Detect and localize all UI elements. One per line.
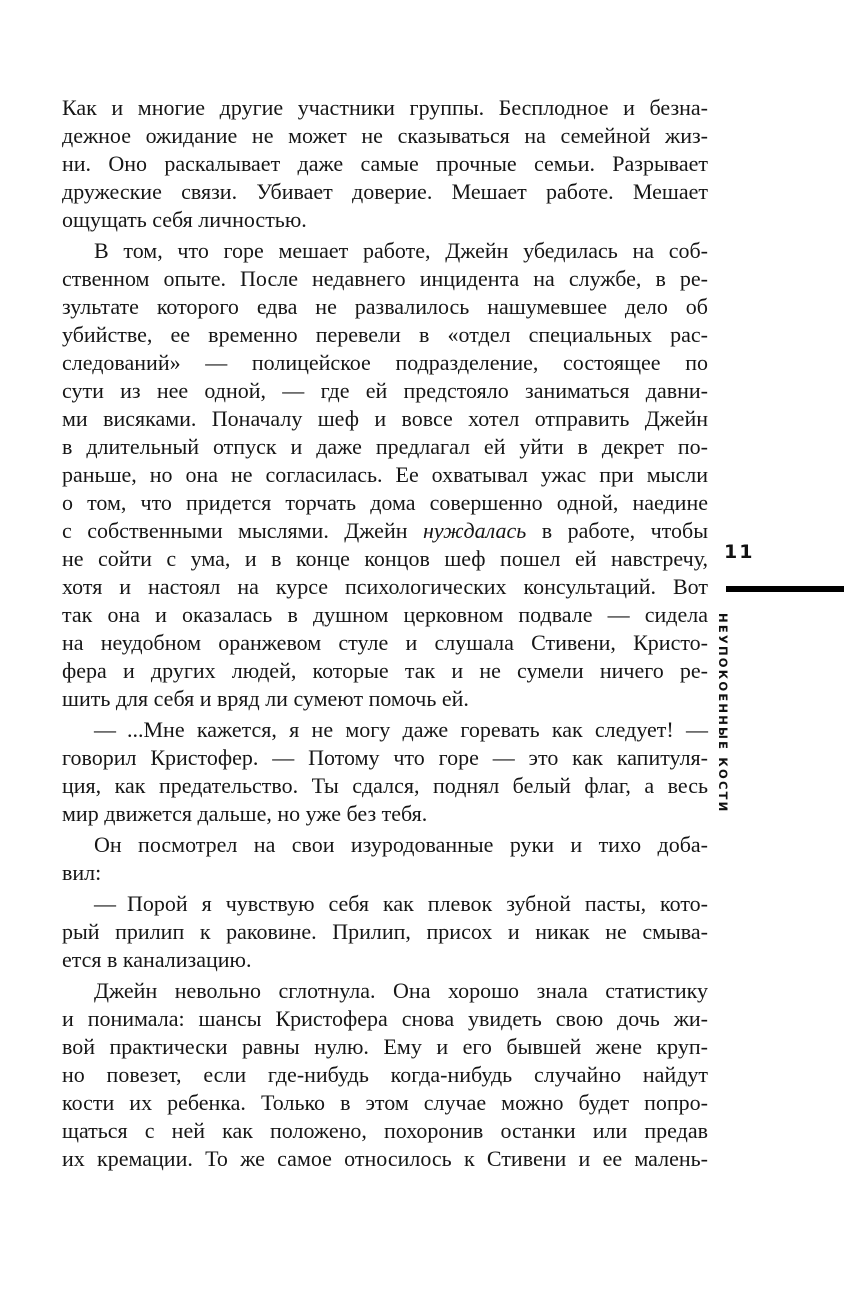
- text-line: не сойти с ума, и в конце концов шеф пошел ей навстречу,: [62, 546, 708, 571]
- text-line: на неудобном оранжевом стуле и слушала Стивени, Кристо-: [62, 630, 708, 655]
- text-line: щаться с ней как положено, похоронив останки или предав: [62, 1118, 708, 1143]
- text-line: фера и других людей, которые так и не сумели ничего ре-: [62, 658, 708, 683]
- book-title-vertical: НЕУПОКОЕННЫЕ КОСТИ: [716, 613, 730, 814]
- paragraph: [62, 237, 708, 713]
- paragraph: [62, 831, 708, 887]
- text-line: — ...Мне кажется, я не могу даже горевать как следует! —: [94, 717, 708, 742]
- text-line: ни. Оно раскалывает даже самые прочные семьи. Разрывает: [62, 151, 708, 176]
- text-line: их кремации. То же самое относилось к Стивени и ее малень-: [62, 1146, 708, 1171]
- text-line: вой практически равны нулю. Ему и его бывшей жене круп-: [62, 1034, 708, 1059]
- text-line: В том, что горе мешает работе, Джейн убедилась на соб-: [94, 238, 708, 263]
- paragraph: [62, 977, 708, 1173]
- text-line: мир движется дальше, но уже без тебя.: [62, 801, 428, 826]
- paragraph: [62, 94, 708, 234]
- text-line: в длительный отпуск и даже предлагал ей уйти в декрет по-: [62, 434, 708, 459]
- text-line: сути из нее одной, — где ей предстояло заниматься давни-: [62, 378, 708, 403]
- text-line: о том, что придется торчать дома совершенно одной, наедине: [62, 490, 708, 515]
- text-line: хотя и настоял на курсе психологических консультаций. Вот: [62, 574, 708, 599]
- text-line: ция, как предательство. Ты сдался, поднял белый флаг, а весь: [62, 773, 708, 798]
- text-line: ми висяками. Поначалу шеф и вовсе хотел отправить Джейн: [62, 406, 708, 431]
- text-line: Джейн невольно сглотнула. Она хорошо знала статистику: [94, 978, 708, 1003]
- text-line: кости их ребенка. Только в этом случае можно будет попро-: [62, 1090, 708, 1115]
- text-line: раньше, но она не согласилась. Ее охватывал ужас при мысли: [62, 462, 708, 487]
- text-line: говорил Кристофер. — Потому что горе — это как капитуля-: [62, 745, 708, 770]
- text-line: зультате которого едва не развалилось нашумевшее дело об: [62, 294, 708, 319]
- text-line: так она и оказалась в душном церковном подвале — сидела: [62, 602, 708, 627]
- body-text: [62, 94, 708, 1173]
- text-line: убийстве, ее временно перевели в «отдел специальных рас-: [62, 322, 708, 347]
- text-line: Он посмотрел на свои изуродованные руки и тихо доба-: [94, 832, 708, 857]
- paragraph: [62, 716, 708, 828]
- text-line: и понимала: шансы Кристофера снова увидеть свою дочь жи-: [62, 1006, 708, 1031]
- paragraph: [62, 890, 708, 974]
- text-line: дежное ожидание не может не сказываться на семейной жиз-: [62, 123, 708, 148]
- text-line: ощущать себя личностью.: [62, 207, 307, 232]
- text-line: ется в канализацию.: [62, 947, 252, 972]
- text-line: рый прилип к раковине. Прилип, присох и никак не смыва-: [62, 919, 708, 944]
- text-line: шить для себя и вряд ли сумеют помочь ей.: [62, 686, 469, 711]
- accent-bar: [726, 586, 844, 592]
- page-number: 11: [724, 541, 755, 563]
- text-line: — Порой я чувствую себя как плевок зубной пасты, кото-: [94, 891, 708, 916]
- text-line: с собственными мыслями. Джейн нуждалась в работе, чтобы: [62, 518, 708, 543]
- text-line: но повезет, если где-нибудь когда-нибудь случайно найдут: [62, 1062, 708, 1087]
- text-line: следований» — полицейское подразделение, состоящее по: [62, 350, 708, 375]
- text-line: дружеские связи. Убивает доверие. Мешает работе. Мешает: [62, 179, 708, 204]
- text-line: ственном опыте. После недавнего инцидента на службе, в ре-: [62, 266, 708, 291]
- text-line: Как и многие другие участники группы. Бесплодное и безна-: [62, 95, 708, 120]
- text-line: вил:: [62, 860, 102, 885]
